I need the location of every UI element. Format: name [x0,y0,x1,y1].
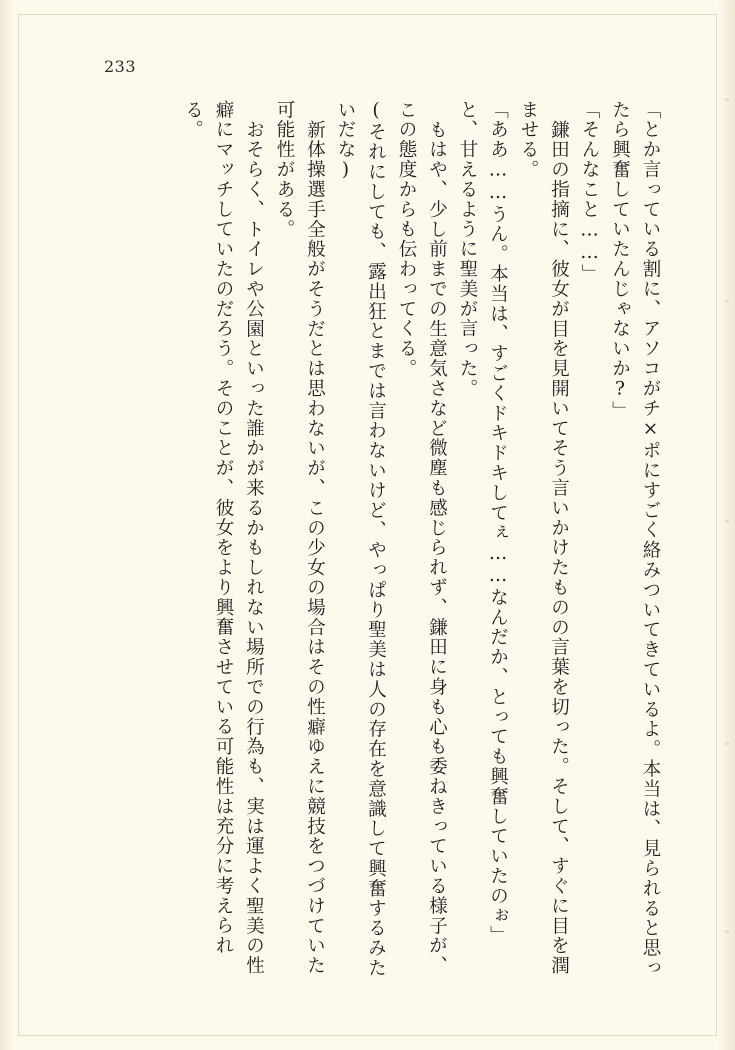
paragraph: 新体操選手全般がそうだとは思わないが、この少女の場合はその性癖ゆえに競技をつづけていた可能性がある。 [274,100,326,976]
paragraph: もはや、少し前までの生意気さなど微塵も感じられず、鎌田に身も心も委ねきっている様子が、この態度からも伝わってくる。 [396,100,448,976]
scan-edge-mark [725,930,729,933]
paragraph: 「ああ……うん。本当は、すごくドキドキしてぇ……なんだか、とっても興奮していたのぉ」 [487,100,509,946]
scan-edge-mark [725,300,729,303]
paragraph: 「そんなこと……」 [579,100,600,285]
paragraph: 「とか言っている割に、アソコがチ×ポにすごく絡みついてきているよ。本当は、見られると思ったら興奮していたんじゃないか?」 [609,100,661,979]
scan-edge-mark [725,742,729,745]
scan-edge-mark [725,98,729,101]
paragraph: と、甘えるように聖美が言った。 [457,100,478,399]
paragraph: おそらく、トイレや公園といった誰かが来るかもしれない場所での行為も、実は運よく聖美の性癖にマッチしていたのだろう。そのことが、彼女をより興奮させている可能性は充分に考えられる。 [182,100,265,976]
paragraph: 鎌田の指摘に、彼女が目を見開いてそう言いかけたものの言葉を切った。そして、すぐに目を潤ませる。 [518,100,570,976]
page-number: 233 [104,57,137,76]
paragraph: (それにしても、露出狂とまでは言わないけど、やっぱり聖美は人の存在を意識して興奮するみたいだな) [335,100,387,979]
scan-edge-mark [725,520,729,523]
page-body-text [105,100,665,990]
